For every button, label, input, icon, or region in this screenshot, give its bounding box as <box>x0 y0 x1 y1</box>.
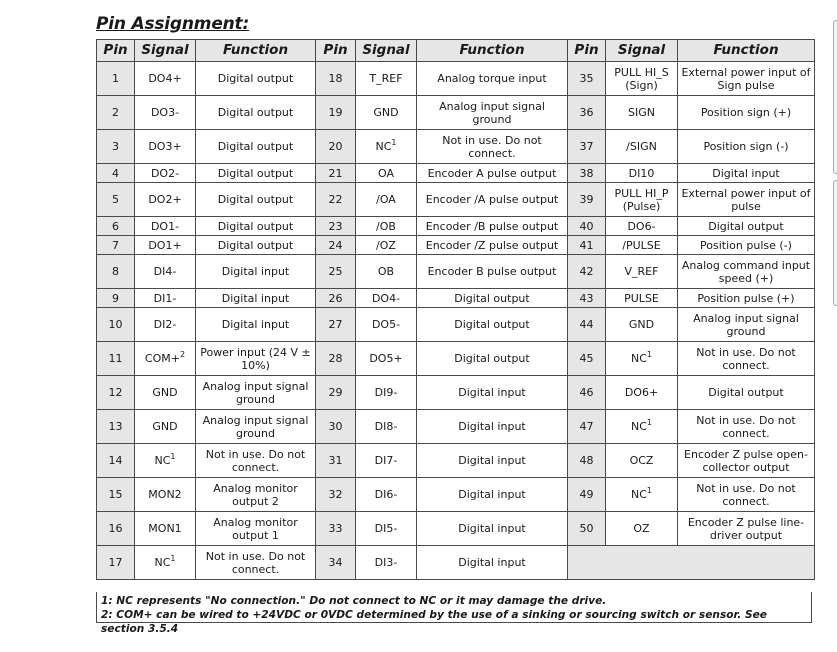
pin-cell: 25 <box>316 255 356 289</box>
pin-cell: 34 <box>316 546 356 580</box>
signal-cell: DI7- <box>356 444 417 478</box>
signal-cell: $NC^1$ <box>606 410 678 444</box>
function-cell: Power input (24 V ± 10%) <box>196 342 316 376</box>
function-cell: Digital output <box>196 96 316 130</box>
table-row <box>97 217 815 236</box>
signal-cell: DI1- <box>135 289 196 308</box>
pin-cell: 40 <box>568 217 606 236</box>
header-signal: Signal <box>135 40 196 62</box>
function-cell: Encoder /Z pulse output <box>417 236 568 255</box>
function-cell: External power input of pulse <box>678 183 815 217</box>
function-cell: Digital input <box>417 478 568 512</box>
signal-cell: $NC^1$ <box>135 546 196 580</box>
page-title: Pin Assignment: <box>96 14 250 34</box>
signal-cell: DO4+ <box>135 62 196 96</box>
pin-cell: 31 <box>316 444 356 478</box>
header-pin: Pin <box>97 40 135 62</box>
table-row <box>97 289 815 308</box>
pin-cell: 44 <box>568 308 606 342</box>
header-function: Function <box>678 40 815 62</box>
signal-cell: /OB <box>356 217 417 236</box>
pin-cell: 1 <box>97 62 135 96</box>
signal-cell: DO6- <box>606 217 678 236</box>
signal-cell: OB <box>356 255 417 289</box>
signal-cell: MON1 <box>135 512 196 546</box>
function-cell: Digital input <box>417 376 568 410</box>
function-cell: Encoder Z pulse open-collector output <box>678 444 815 478</box>
pin-cell: 18 <box>316 62 356 96</box>
signal-cell: $NC^1$ <box>135 444 196 478</box>
table-row <box>97 410 815 444</box>
signal-cell: OCZ <box>606 444 678 478</box>
pin-cell: 46 <box>568 376 606 410</box>
table-row <box>97 96 815 130</box>
signal-cell: GND <box>606 308 678 342</box>
pin-cell: 41 <box>568 236 606 255</box>
function-cell: Analog input signal ground <box>196 410 316 444</box>
window-edge-tab <box>833 180 837 306</box>
pin-cell: 24 <box>316 236 356 255</box>
pin-cell: 16 <box>97 512 135 546</box>
pin-cell: 6 <box>97 217 135 236</box>
signal-cell: /SIGN <box>606 130 678 164</box>
function-cell: Analog torque input <box>417 62 568 96</box>
function-cell: Position pulse (+) <box>678 289 815 308</box>
pin-cell: 22 <box>316 183 356 217</box>
signal-cell: GND <box>135 410 196 444</box>
pin-cell: 43 <box>568 289 606 308</box>
table-row <box>97 183 815 217</box>
footnote-1: 1: NC represents "No connection." Do not connect to NC or it may damage the drive. <box>101 595 607 607</box>
function-cell: Analog monitor output 2 <box>196 478 316 512</box>
signal-cell: /OA <box>356 183 417 217</box>
function-cell: Encoder B pulse output <box>417 255 568 289</box>
footnote-marker: 1 <box>646 486 652 495</box>
signal-cell: DO3+ <box>135 130 196 164</box>
pin-cell: 3 <box>97 130 135 164</box>
function-cell: Position sign (+) <box>678 96 815 130</box>
pin-cell: 33 <box>316 512 356 546</box>
pin-cell: 2 <box>97 96 135 130</box>
table-row <box>97 512 815 546</box>
signal-cell: $NC^1$ <box>606 478 678 512</box>
function-cell: Digital output <box>678 376 815 410</box>
empty-cell <box>568 546 815 580</box>
pin-cell: 36 <box>568 96 606 130</box>
function-cell: Encoder A pulse output <box>417 164 568 183</box>
pin-cell: 8 <box>97 255 135 289</box>
header-pin: Pin <box>316 40 356 62</box>
pin-cell: 23 <box>316 217 356 236</box>
pin-cell: 45 <box>568 342 606 376</box>
signal-cell: $NC^1$ <box>606 342 678 376</box>
header-function: Function <box>196 40 316 62</box>
function-cell: Digital output <box>196 164 316 183</box>
function-cell: Digital output <box>417 308 568 342</box>
function-cell: Not in use. Do not connect. <box>678 478 815 512</box>
function-cell: Position sign (-) <box>678 130 815 164</box>
function-cell: Digital input <box>417 444 568 478</box>
pin-cell: 48 <box>568 444 606 478</box>
function-cell: Digital output <box>417 289 568 308</box>
signal-cell: COM+$^2$ <box>135 342 196 376</box>
pin-cell: 14 <box>97 444 135 478</box>
signal-cell: DI10 <box>606 164 678 183</box>
signal-cell: PULSE <box>606 289 678 308</box>
pin-cell: 39 <box>568 183 606 217</box>
signal-cell: DI4- <box>135 255 196 289</box>
pin-cell: 21 <box>316 164 356 183</box>
header-pin: Pin <box>568 40 606 62</box>
function-cell: Digital output <box>196 183 316 217</box>
footnote-marker: 1 <box>646 418 652 427</box>
pin-cell: 17 <box>97 546 135 580</box>
signal-cell: /OZ <box>356 236 417 255</box>
function-cell: Digital input <box>196 255 316 289</box>
signal-cell: MON2 <box>135 478 196 512</box>
signal-cell: DO1- <box>135 217 196 236</box>
table-row <box>97 546 815 580</box>
header-function: Function <box>417 40 568 62</box>
function-cell: Digital output <box>196 62 316 96</box>
table-row <box>97 130 815 164</box>
signal-cell: DO6+ <box>606 376 678 410</box>
pin-table-body <box>97 62 815 580</box>
table-row <box>97 444 815 478</box>
pin-cell: 27 <box>316 308 356 342</box>
function-cell: Digital output <box>678 217 815 236</box>
signal-cell: GND <box>135 376 196 410</box>
signal-cell: OZ <box>606 512 678 546</box>
signal-cell: OA <box>356 164 417 183</box>
pin-cell: 9 <box>97 289 135 308</box>
pin-cell: 19 <box>316 96 356 130</box>
function-cell: External power input of Sign pulse <box>678 62 815 96</box>
pin-cell: 26 <box>316 289 356 308</box>
signal-cell: $NC^1$ <box>356 130 417 164</box>
table-row <box>97 478 815 512</box>
function-cell: Not in use. Do not connect. <box>196 444 316 478</box>
pin-cell: 5 <box>97 183 135 217</box>
header-signal: Signal <box>356 40 417 62</box>
table-row <box>97 342 815 376</box>
signal-cell: V_REF <box>606 255 678 289</box>
pin-cell: 10 <box>97 308 135 342</box>
signal-cell: DO2- <box>135 164 196 183</box>
pin-cell: 35 <box>568 62 606 96</box>
function-cell: Digital input <box>417 512 568 546</box>
function-cell: Encoder /A pulse output <box>417 183 568 217</box>
footnote-marker: 2 <box>179 350 186 359</box>
function-cell: Analog monitor output 1 <box>196 512 316 546</box>
pin-assignment-table <box>96 39 815 580</box>
signal-cell: GND <box>356 96 417 130</box>
pin-cell: 42 <box>568 255 606 289</box>
pin-cell: 15 <box>97 478 135 512</box>
function-cell: Not in use. Do not connect. <box>678 342 815 376</box>
function-cell: Encoder Z pulse line-driver output <box>678 512 815 546</box>
signal-cell: DI9- <box>356 376 417 410</box>
function-cell: Digital output <box>196 236 316 255</box>
signal-cell: PULL HI_S (Sign) <box>606 62 678 96</box>
table-row <box>97 62 815 96</box>
function-cell: Analog command input speed (+) <box>678 255 815 289</box>
pin-cell: 13 <box>97 410 135 444</box>
function-cell: Position pulse (-) <box>678 236 815 255</box>
table-row <box>97 236 815 255</box>
pin-cell: 4 <box>97 164 135 183</box>
footnotes <box>96 592 812 635</box>
function-cell: Digital input <box>417 546 568 580</box>
signal-cell: DO5- <box>356 308 417 342</box>
function-cell: Digital input <box>196 308 316 342</box>
header-signal: Signal <box>606 40 678 62</box>
signal-cell: DO4- <box>356 289 417 308</box>
signal-cell: DI5- <box>356 512 417 546</box>
pin-cell: 20 <box>316 130 356 164</box>
signal-cell: T_REF <box>356 62 417 96</box>
function-cell: Not in use. Do not connect. <box>196 546 316 580</box>
signal-cell: SIGN <box>606 96 678 130</box>
signal-cell: DO2+ <box>135 183 196 217</box>
table-row <box>97 376 815 410</box>
function-cell: Digital input <box>678 164 815 183</box>
function-cell: Digital input <box>417 410 568 444</box>
pin-cell: 29 <box>316 376 356 410</box>
function-cell: Not in use. Do not connect. <box>417 130 568 164</box>
pin-cell: 7 <box>97 236 135 255</box>
function-cell: Digital output <box>196 217 316 236</box>
signal-cell: DI2- <box>135 308 196 342</box>
table-header-row <box>97 40 815 62</box>
signal-cell: DO5+ <box>356 342 417 376</box>
function-cell: Digital output <box>196 130 316 164</box>
pin-cell: 12 <box>97 376 135 410</box>
footnote-marker: 1 <box>391 138 397 147</box>
signal-cell: DI6- <box>356 478 417 512</box>
signal-cell: /PULSE <box>606 236 678 255</box>
pin-cell: 49 <box>568 478 606 512</box>
table-row <box>97 164 815 183</box>
function-cell: Not in use. Do not connect. <box>678 410 815 444</box>
table-row <box>97 255 815 289</box>
signal-cell: DI8- <box>356 410 417 444</box>
pin-cell: 37 <box>568 130 606 164</box>
function-cell: Analog input signal ground <box>196 376 316 410</box>
function-cell: Analog input signal ground <box>678 308 815 342</box>
signal-cell: DO3- <box>135 96 196 130</box>
footnote-marker: 1 <box>646 350 652 359</box>
signal-cell: DI3- <box>356 546 417 580</box>
window-edge-tab <box>833 20 837 174</box>
pin-cell: 47 <box>568 410 606 444</box>
footnote-marker: 1 <box>170 554 176 563</box>
table-row <box>97 308 815 342</box>
pin-cell: 28 <box>316 342 356 376</box>
function-cell: Digital output <box>417 342 568 376</box>
pin-cell: 38 <box>568 164 606 183</box>
signal-cell: DO1+ <box>135 236 196 255</box>
pin-cell: 50 <box>568 512 606 546</box>
function-cell: Digital input <box>196 289 316 308</box>
footnote-marker: 1 <box>170 452 176 461</box>
pin-cell: 30 <box>316 410 356 444</box>
footnote-2: 2: COM+ can be wired to +24VDC or 0VDC determined by the use of a sinking or sourcing switch or sensor. See section 3.5.4 <box>101 609 767 635</box>
pin-cell: 32 <box>316 478 356 512</box>
signal-cell: PULL HI_P (Pulse) <box>606 183 678 217</box>
function-cell: Analog input signal ground <box>417 96 568 130</box>
function-cell: Encoder /B pulse output <box>417 217 568 236</box>
pin-cell: 11 <box>97 342 135 376</box>
